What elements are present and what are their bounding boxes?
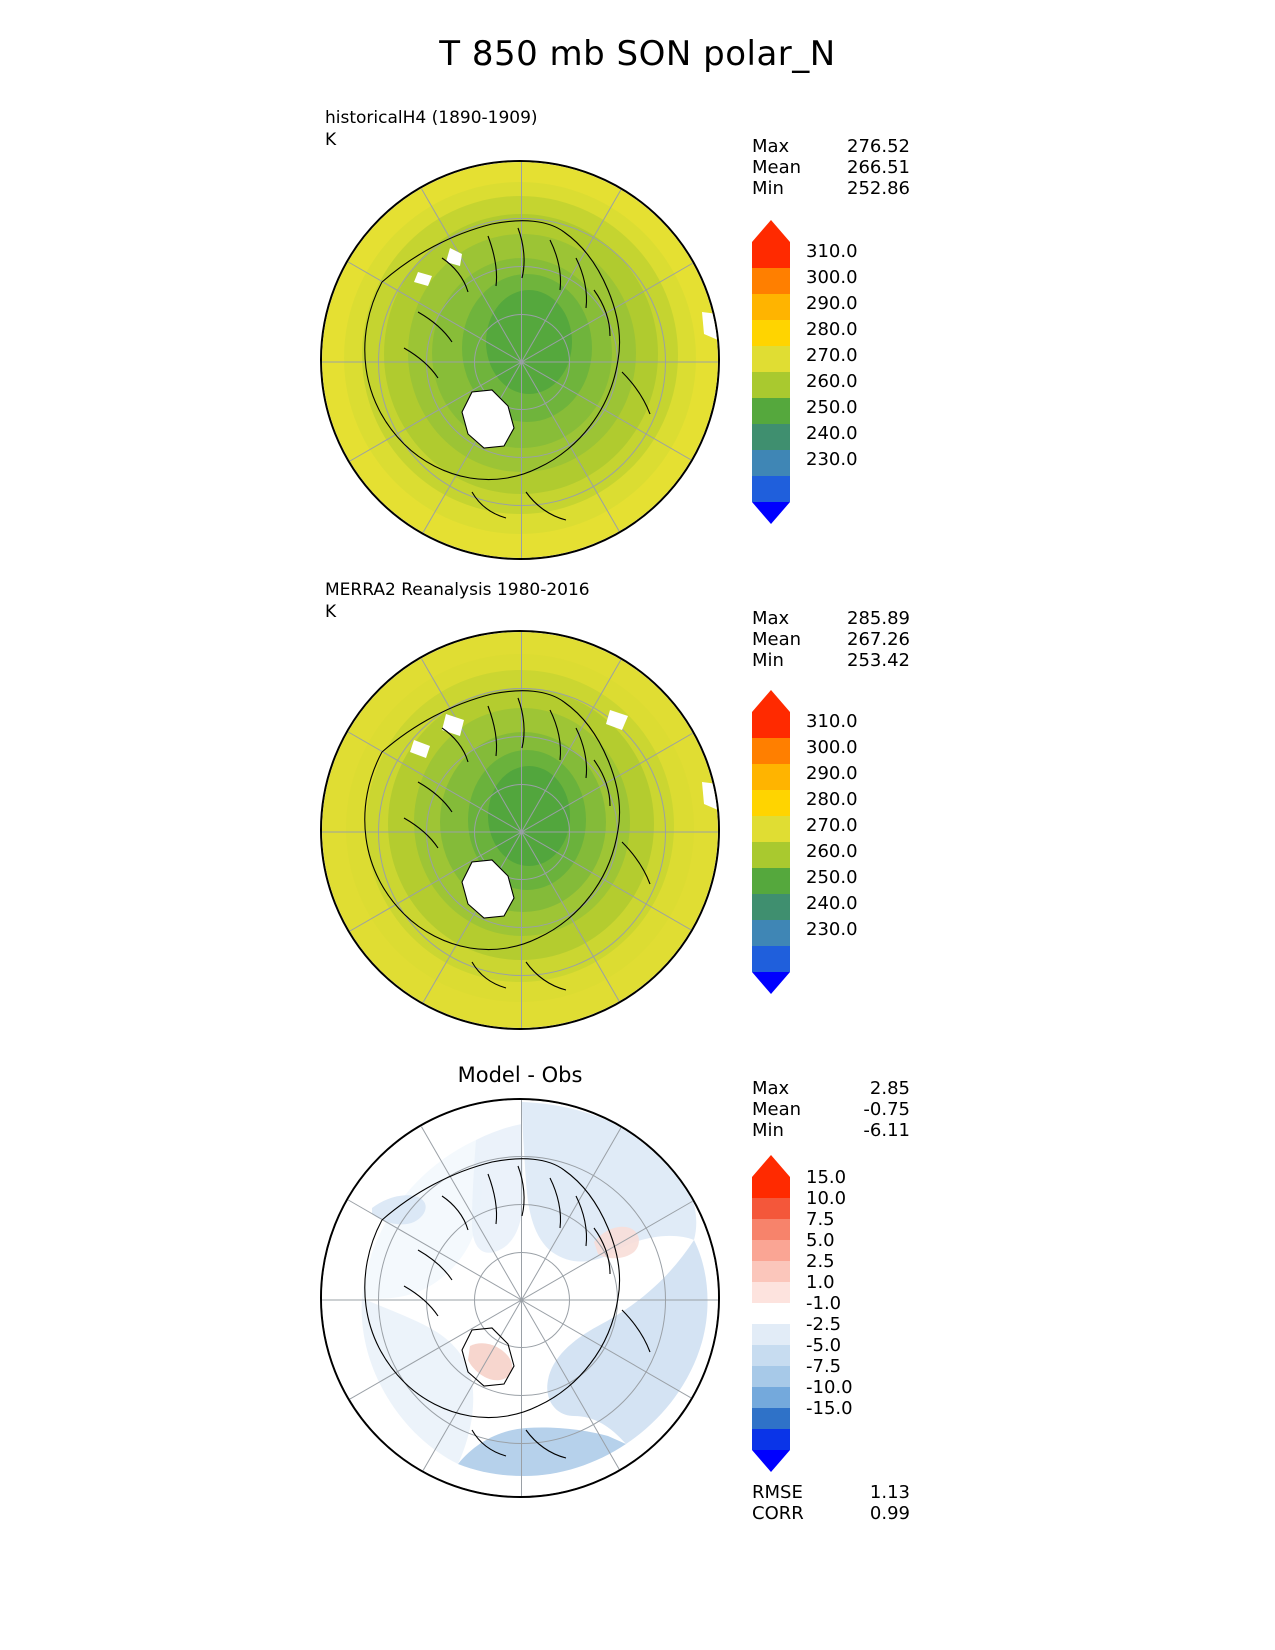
stat-label: Min [752,1120,784,1141]
panel-model-colorbar [752,220,790,524]
colorbar-tick: 260.0 [806,371,858,392]
colorbar-tick: 290.0 [806,763,858,784]
colorbar-tick: 250.0 [806,867,858,888]
stat-value: 276.52 [847,136,910,157]
stat-label: Mean [752,157,802,178]
metric-value: 1.13 [869,1482,910,1503]
metric-label: CORR [752,1503,804,1524]
globe-disc [320,630,720,1030]
colorbar-tick: 7.5 [806,1209,835,1230]
stat-label: Min [752,178,784,199]
stat-value: 267.26 [847,629,910,650]
colorbar-segment [752,476,790,502]
globe-disc [320,160,720,560]
figure-title: T 850 mb SON polar_N [439,34,836,74]
panel-obs-colorbar-ticks [806,709,858,943]
colorbar-tick: 10.0 [806,1188,847,1209]
stat-label: Max [752,136,790,157]
colorbar-segment [752,372,790,398]
colorbar-tick: 5.0 [806,1230,835,1251]
stat-value: 253.42 [847,650,910,671]
colorbar-segment [752,1261,790,1282]
panel-obs-map [320,630,720,1030]
colorbar-arrow-min [752,502,790,524]
colorbar-tick: 270.0 [806,345,858,366]
panel-diff-colorbar [752,1155,790,1472]
colorbar-segment [752,1177,790,1198]
colorbar-segment [752,1429,790,1450]
colorbar-arrow-max [752,1155,790,1177]
panel-obs-title: MERRA2 Reanalysis 1980-2016 [325,580,590,600]
panel-diff-metrics [752,1482,910,1524]
colorbar-segment [752,894,790,920]
panel-obs-stats [752,608,910,671]
panel-diff-map [320,1098,720,1498]
colorbar-segment [752,1366,790,1387]
colorbar-tick: -7.5 [806,1356,842,1377]
colorbar-segment [752,1387,790,1408]
colorbar-tick: 300.0 [806,737,858,758]
colorbar-tick: 1.0 [806,1272,835,1293]
colorbar-tick: -5.0 [806,1335,842,1356]
colorbar-tick: 290.0 [806,293,858,314]
panel-model-units: K [325,130,337,150]
colorbar-segment [752,268,790,294]
colorbar-arrow-max [752,690,790,712]
stat-value: 266.51 [847,157,910,178]
colorbar-segment [752,868,790,894]
colorbar-tick: 280.0 [806,319,858,340]
stat-label: Min [752,650,784,671]
panel-obs-units: K [325,602,337,622]
panel-model-colorbar-ticks [806,239,858,473]
colorbar-tick: 240.0 [806,423,858,444]
panel-model-stats [752,136,910,199]
stat-value: 2.85 [869,1078,910,1099]
colorbar-tick: 240.0 [806,893,858,914]
colorbar-segment [752,346,790,372]
colorbar-segment [752,1282,790,1303]
colorbar-tick: 250.0 [806,397,858,418]
stat-label: Max [752,608,790,629]
colorbar-tick: -15.0 [806,1398,853,1419]
coastline-overlay [322,632,720,1030]
colorbar-arrow-min [752,1450,790,1472]
colorbar-segment [752,1345,790,1366]
colorbar-segment [752,712,790,738]
colorbar-tick: 310.0 [806,711,858,732]
colorbar-tick: -1.0 [806,1293,842,1314]
colorbar-segment [752,842,790,868]
colorbar-segment [752,764,790,790]
colorbar-tick: -2.5 [806,1314,842,1335]
colorbar-segment [752,1198,790,1219]
panel-model-title: historicalH4 (1890-1909) [325,108,538,128]
panel-diff-stats [752,1078,910,1141]
colorbar-tick: 2.5 [806,1251,835,1272]
stat-label: Mean [752,629,802,650]
metric-label: RMSE [752,1482,803,1503]
coastline-overlay [322,1100,720,1498]
colorbar-segment [752,450,790,476]
colorbar-segment [752,920,790,946]
colorbar-tick: 230.0 [806,449,858,470]
stat-value: 285.89 [847,608,910,629]
stat-label: Mean [752,1099,802,1120]
colorbar-tick: 310.0 [806,241,858,262]
colorbar-tick: 260.0 [806,841,858,862]
colorbar-tick: 15.0 [806,1167,847,1188]
colorbar-segment [752,424,790,450]
panel-diff-colorbar-ticks [806,1167,853,1419]
panel-obs-colorbar [752,690,790,994]
colorbar-segment [752,738,790,764]
colorbar-segment [752,294,790,320]
panel-diff-title: Model - Obs [457,1063,583,1087]
colorbar-arrow-min [752,972,790,994]
colorbar-tick: 230.0 [806,919,858,940]
coastline-overlay [322,162,720,560]
colorbar-segment [752,320,790,346]
colorbar-tick: 300.0 [806,267,858,288]
stat-value: 252.86 [847,178,910,199]
colorbar-segment [752,1240,790,1261]
colorbar-segment [752,816,790,842]
stat-label: Max [752,1078,790,1099]
globe-disc [320,1098,720,1498]
colorbar-segment [752,1324,790,1345]
colorbar-segment [752,1219,790,1240]
colorbar-segment [752,1408,790,1429]
stat-value: -6.11 [863,1120,910,1141]
metric-value: 0.99 [869,1503,910,1524]
colorbar-segment [752,946,790,972]
colorbar-tick: 280.0 [806,789,858,810]
colorbar-segment [752,790,790,816]
colorbar-tick: 270.0 [806,815,858,836]
colorbar-segment [752,398,790,424]
colorbar-segment [752,1303,790,1324]
stat-value: -0.75 [863,1099,910,1120]
colorbar-segment [752,242,790,268]
colorbar-arrow-max [752,220,790,242]
colorbar-tick: -10.0 [806,1377,853,1398]
panel-model-map [320,160,720,560]
